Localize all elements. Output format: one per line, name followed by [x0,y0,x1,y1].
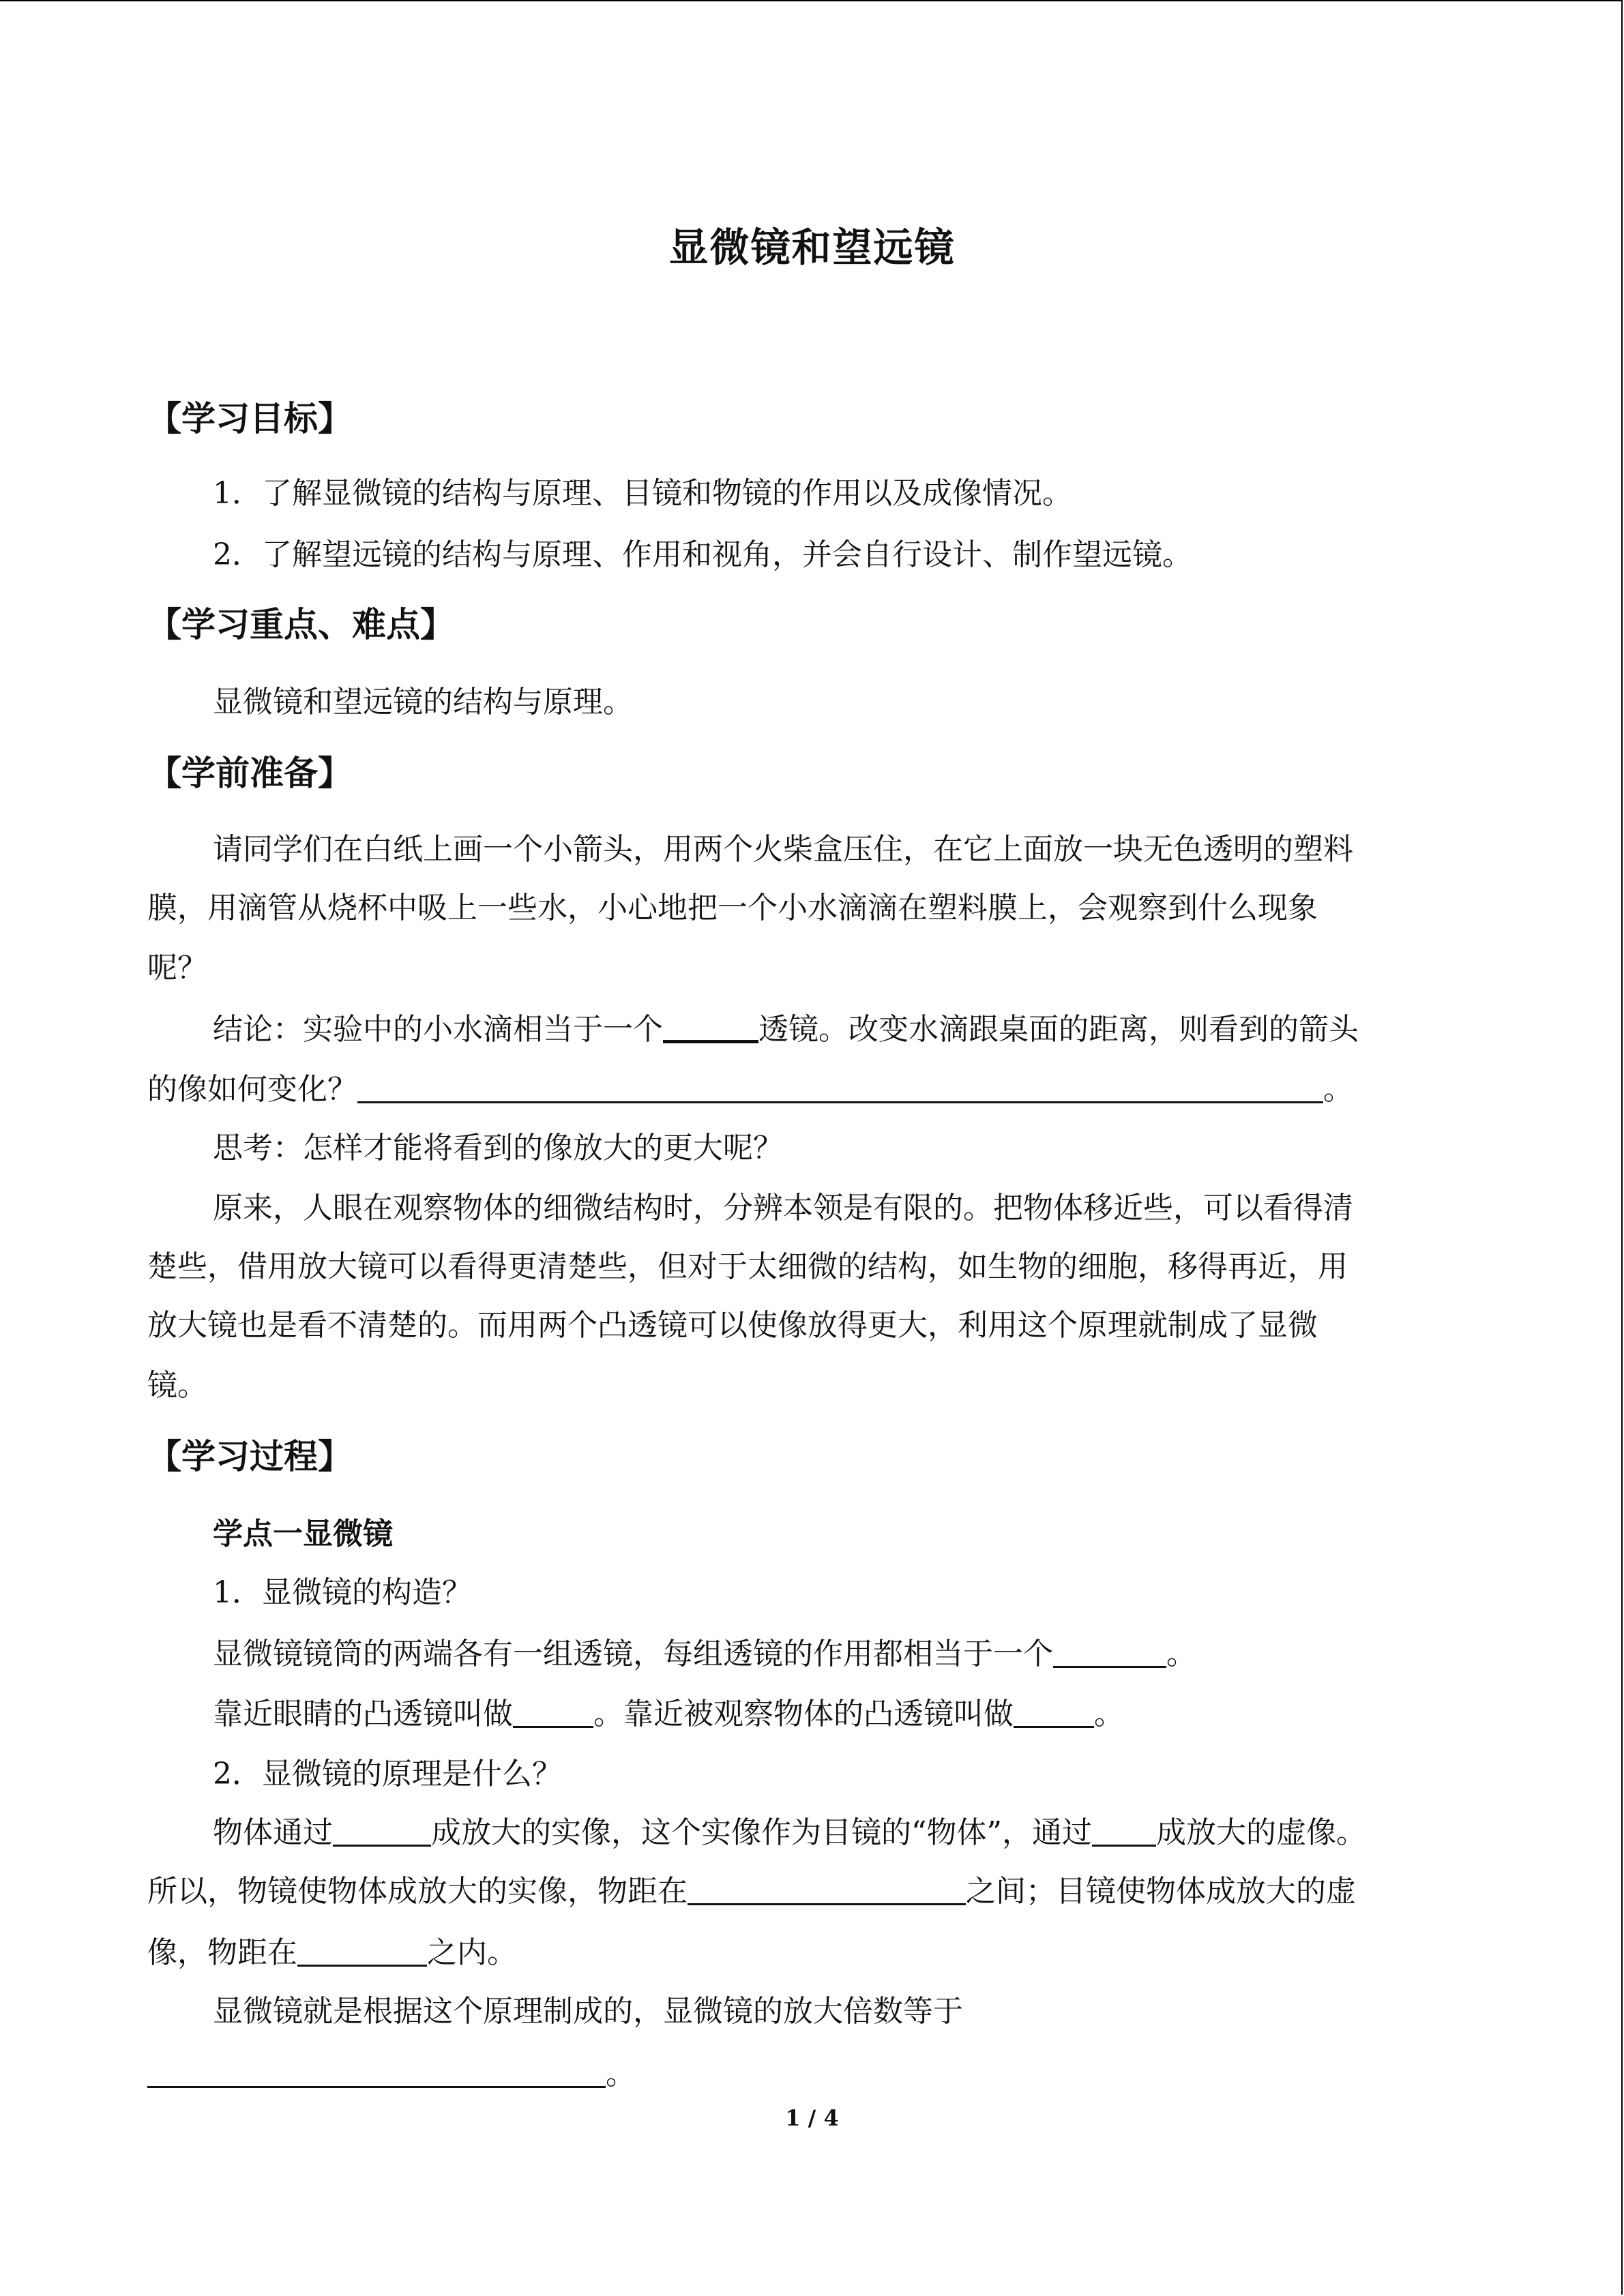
q1-text-b: 。 [1166,1637,1196,1671]
conclusion-period: 。 [1323,1072,1353,1107]
heading-objectives: 【学习目标】 [147,398,352,438]
q2-line-4: 显微镜就是根据这个原理制成的，显微镜的放大倍数等于 [213,1994,963,2029]
heading-process: 【学习过程】 [147,1436,352,1476]
objective-item-1: 1．了解显微镜的结构与原理、目镜和物镜的作用以及成像情况。 [213,476,1072,511]
q2-line-1 [213,1815,1366,1850]
q2-text-g: 之内。 [427,1935,517,1970]
question-2: 2．显微镜的原理是什么？ [213,1757,562,1791]
think-question: 思考：怎样才能将看到的像放大的更大呢？ [213,1131,783,1165]
conclusion-line-2 [147,1072,1353,1107]
blank-image-change[interactable] [357,1101,1323,1103]
heading-key-points: 【学习重点、难点】 [147,604,454,644]
q2-line-5 [147,2059,636,2089]
page-number: 1 / 4 [785,2105,839,2131]
q2-text-c: 成放大的虚像。 [1156,1815,1366,1850]
q1-text-d: 。靠近被观察物体的凸透镜叫做 [593,1697,1014,1731]
key-points-text: 显微镜和望远镜的结构与原理。 [213,685,633,719]
document-title: 显微镜和望远镜 [668,224,956,271]
blank-eyepiece[interactable] [513,1726,593,1728]
question-1: 1．显微镜的构造？ [213,1575,472,1610]
q1-text-e: 。 [1094,1697,1124,1731]
q2-line-2 [147,1874,1356,1909]
conclusion-text-c: 的像如何变化？ [147,1072,357,1107]
prep-paragraph-1-line-3: 呢？ [147,951,207,985]
blank-through-lens-1[interactable] [333,1845,431,1847]
q1-text-a: 显微镜镜筒的两端各有一组透镜，每组透镜的作用都相当于一个 [213,1637,1053,1671]
blank-magnification[interactable] [147,2086,606,2088]
q2-line-3 [147,1935,517,1970]
q2-text-e: 之间；目镜使物体成放大的虚 [966,1874,1356,1909]
conclusion-text-b: 透镜。改变水滴跟桌面的距离，则看到的箭头 [758,1012,1359,1047]
objective-item-2: 2．了解望远镜的结构与原理、作用和视角，并会自行设计、制作望远镜。 [213,537,1192,572]
q2-text-b: 成放大的实像，这个实像作为目镜的“物体”，通过 [431,1815,1092,1850]
explanation-line-4: 镜。 [147,1368,207,1403]
blank-objective[interactable] [1014,1726,1094,1728]
subsection-microscope: 学点一显微镜 [213,1517,393,1551]
q1-line-2 [213,1699,1124,1729]
blank-lens-group[interactable] [1053,1666,1166,1668]
prep-paragraph-1-line-2: 膜，用滴管从烧杯中吸上一些水，小心地把一个小水滴滴在塑料膜上，会观察到什么现象 [147,891,1318,925]
q1-line-1 [213,1639,1196,1669]
explanation-line-2: 楚些，借用放大镜可以看得更清楚些，但对于太细微的结构，如生物的细胞，移得再近，用 [147,1249,1348,1284]
conclusion-text-a: 结论：实验中的小水滴相当于一个 [213,1012,663,1047]
conclusion-line-1 [213,1012,1359,1047]
heading-preparation: 【学前准备】 [147,753,352,793]
q2-text-d: 所以，物镜使物体成放大的实像，物距在 [147,1874,688,1909]
prep-paragraph-1-line-1: 请同学们在白纸上画一个小箭头，用两个火柴盒压住，在它上面放一块无色透明的塑料 [213,832,1353,867]
blank-object-distance-1[interactable] [688,1903,966,1905]
blank-through-lens-2[interactable] [1092,1845,1156,1847]
explanation-line-1: 原来，人眼在观察物体的细微结构时，分辨本领是有限的。把物体移近些，可以看得清 [213,1191,1353,1225]
blank-lens-type[interactable] [663,1040,758,1043]
explanation-line-3: 放大镜也是看不清楚的。而用两个凸透镜可以使像放得更大，利用这个原理就制成了显微 [147,1308,1318,1343]
q1-text-c: 靠近眼睛的凸透镜叫做 [213,1697,513,1731]
q2-text-f: 像，物距在 [147,1935,297,1970]
q2-text-h: 。 [606,2057,636,2091]
blank-object-distance-2[interactable] [297,1965,427,1967]
q2-text-a: 物体通过 [213,1815,333,1850]
